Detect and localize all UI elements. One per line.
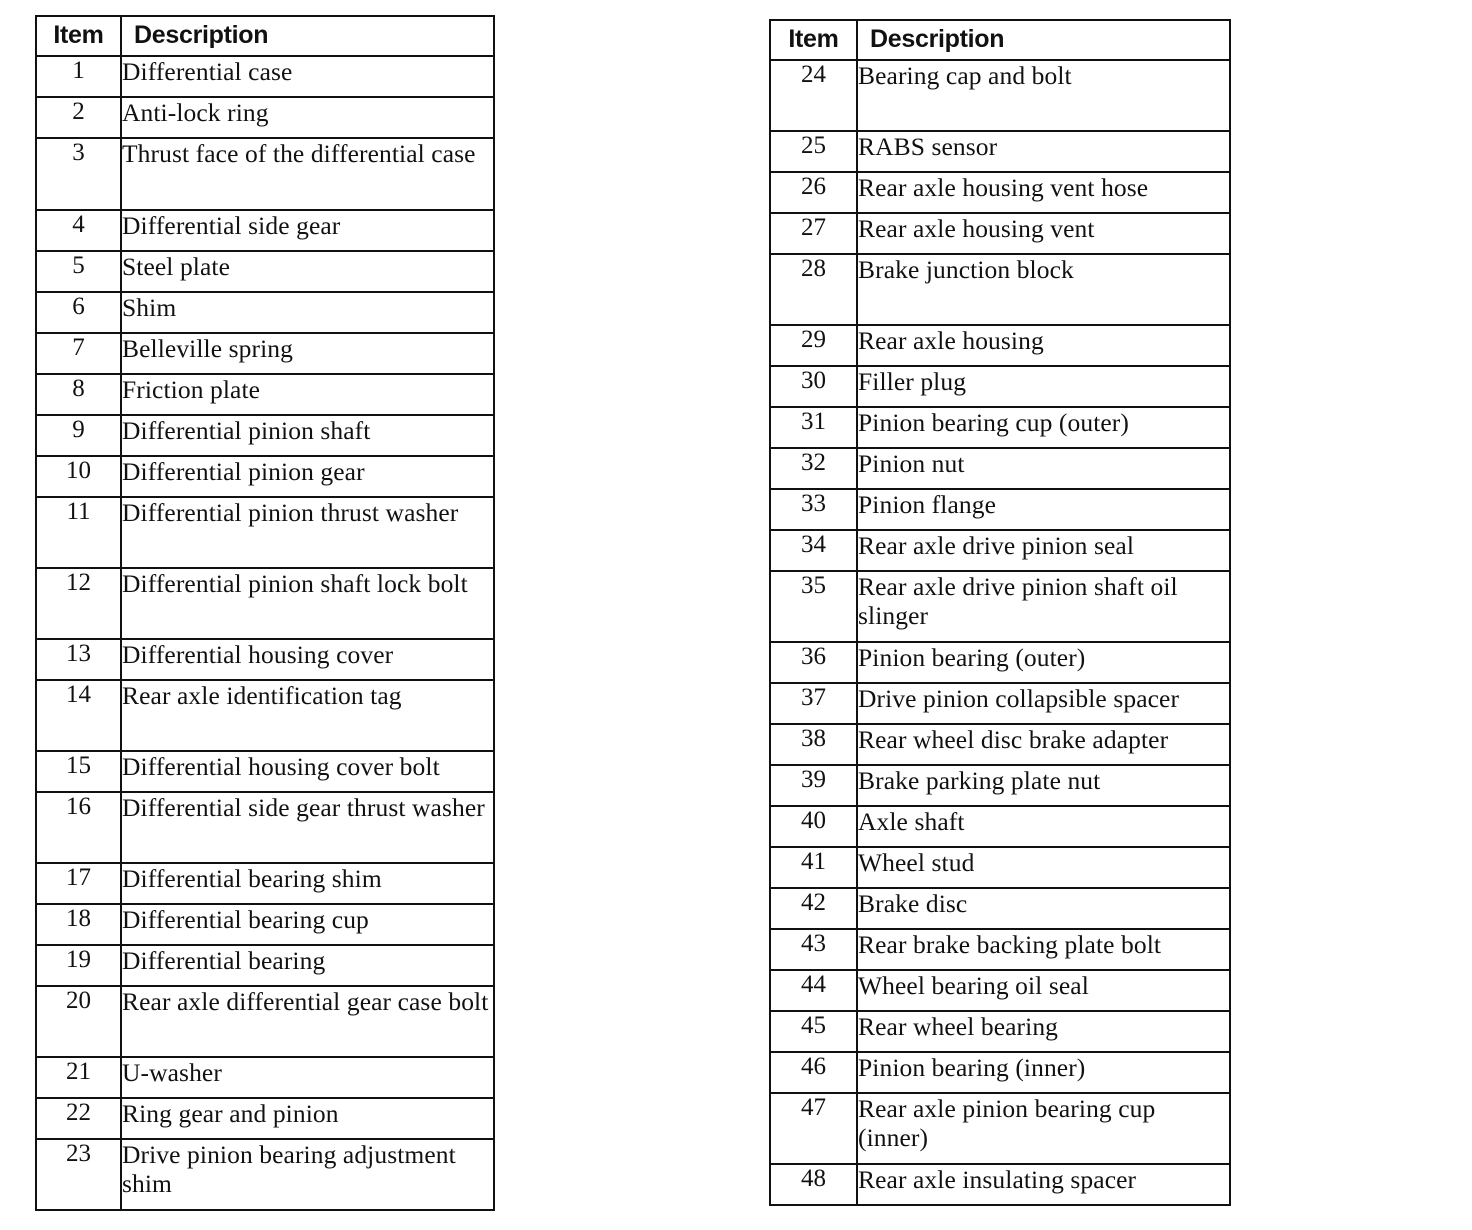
item-number: 44: [770, 970, 857, 1011]
item-description: Rear axle identification tag: [121, 680, 494, 751]
table-row: [770, 1093, 1230, 1164]
table-row: [770, 254, 1230, 325]
table-row: [36, 292, 494, 333]
table-row: [770, 1164, 1230, 1205]
table-row: [36, 1139, 494, 1210]
item-description: Differential pinion shaft lock bolt: [121, 568, 494, 639]
item-number: 37: [770, 683, 857, 724]
item-description: Differential side gear thrust washer: [121, 792, 494, 863]
item-description: Rear wheel disc brake adapter: [857, 724, 1230, 765]
item-number: 7: [36, 333, 121, 374]
item-number: 20: [36, 986, 121, 1057]
item-number: 8: [36, 374, 121, 415]
item-description: Wheel stud: [857, 847, 1230, 888]
item-number: 9: [36, 415, 121, 456]
item-number: 45: [770, 1011, 857, 1052]
item-number: 22: [36, 1098, 121, 1139]
table-row: [770, 683, 1230, 724]
table-row: [770, 1011, 1230, 1052]
item-description: Rear axle insulating spacer: [857, 1164, 1230, 1205]
table-row: [770, 530, 1230, 571]
table-row: [36, 415, 494, 456]
table-row: [770, 325, 1230, 366]
item-description: Rear axle differential gear case bolt: [121, 986, 494, 1057]
item-number: 48: [770, 1164, 857, 1205]
item-description: Differential pinion shaft: [121, 415, 494, 456]
table-row: [36, 456, 494, 497]
table-row: [36, 792, 494, 863]
item-number: 29: [770, 325, 857, 366]
item-description: Wheel bearing oil seal: [857, 970, 1230, 1011]
item-number: 13: [36, 639, 121, 680]
table-row: [36, 680, 494, 751]
table-row: [770, 888, 1230, 929]
item-description: Friction plate: [121, 374, 494, 415]
table-row: [770, 571, 1230, 642]
item-description: Differential case: [121, 56, 494, 97]
table-row: [770, 213, 1230, 254]
item-number: 1: [36, 56, 121, 97]
item-description: Brake junction block: [857, 254, 1230, 325]
item-description: Ring gear and pinion: [121, 1098, 494, 1139]
description-column-header: Description: [121, 16, 494, 56]
item-number: 25: [770, 131, 857, 172]
parts-table-right: [769, 19, 1231, 1206]
item-description: Pinion flange: [857, 489, 1230, 530]
item-number: 3: [36, 138, 121, 210]
table-row: [770, 765, 1230, 806]
table-row: [36, 1057, 494, 1098]
item-description: Pinion bearing (outer): [857, 642, 1230, 683]
table-row: [770, 724, 1230, 765]
item-description: Anti-lock ring: [121, 97, 494, 138]
item-number: 46: [770, 1052, 857, 1093]
item-description: Rear axle pinion bearing cup (inner): [857, 1093, 1230, 1164]
table-row: [770, 131, 1230, 172]
item-description: Belleville spring: [121, 333, 494, 374]
item-number: 6: [36, 292, 121, 333]
item-number: 36: [770, 642, 857, 683]
item-description: Differential bearing cup: [121, 904, 494, 945]
item-description: Bearing cap and bolt: [857, 60, 1230, 131]
item-number: 15: [36, 751, 121, 792]
item-description: Axle shaft: [857, 806, 1230, 847]
table-row: [770, 642, 1230, 683]
table-row: [36, 751, 494, 792]
item-number: 11: [36, 497, 121, 568]
table-row: [770, 847, 1230, 888]
item-description: Shim: [121, 292, 494, 333]
table-row: [36, 497, 494, 568]
item-number: 35: [770, 571, 857, 642]
table-header-row: [770, 20, 1230, 60]
item-number: 30: [770, 366, 857, 407]
table-row: [770, 929, 1230, 970]
item-description: Pinion bearing (inner): [857, 1052, 1230, 1093]
item-description: Rear axle housing: [857, 325, 1230, 366]
item-number: 31: [770, 407, 857, 448]
table-row: [36, 1098, 494, 1139]
item-number: 10: [36, 456, 121, 497]
item-description: Drive pinion collapsible spacer: [857, 683, 1230, 724]
table-row: [36, 251, 494, 292]
item-number: 39: [770, 765, 857, 806]
item-description: Rear axle drive pinion shaft oil slinger: [857, 571, 1230, 642]
item-number: 19: [36, 945, 121, 986]
table-row: [770, 407, 1230, 448]
item-description: Filler plug: [857, 366, 1230, 407]
item-description: U-washer: [121, 1057, 494, 1098]
item-number: 23: [36, 1139, 121, 1210]
table-row: [36, 904, 494, 945]
item-description: Drive pinion bearing adjustment shim: [121, 1139, 494, 1210]
table-row: [36, 374, 494, 415]
item-number: 28: [770, 254, 857, 325]
table-row: [770, 806, 1230, 847]
table-row: [36, 568, 494, 639]
item-number: 27: [770, 213, 857, 254]
item-number: 38: [770, 724, 857, 765]
table-row: [36, 56, 494, 97]
item-number: 18: [36, 904, 121, 945]
item-column-header: Item: [36, 16, 121, 56]
item-description: Differential housing cover bolt: [121, 751, 494, 792]
item-number: 5: [36, 251, 121, 292]
item-number: 34: [770, 530, 857, 571]
table-row: [770, 970, 1230, 1011]
item-description: Thrust face of the differential case: [121, 138, 494, 210]
table-row: [770, 489, 1230, 530]
table-row: [36, 333, 494, 374]
item-column-header: Item: [770, 20, 857, 60]
table-row: [36, 97, 494, 138]
item-number: 41: [770, 847, 857, 888]
table-row: [36, 945, 494, 986]
item-number: 4: [36, 210, 121, 251]
item-description: Rear brake backing plate bolt: [857, 929, 1230, 970]
item-description: Differential bearing shim: [121, 863, 494, 904]
item-description: Pinion bearing cup (outer): [857, 407, 1230, 448]
item-number: 47: [770, 1093, 857, 1164]
item-description: Steel plate: [121, 251, 494, 292]
item-description: Differential side gear: [121, 210, 494, 251]
item-description: Rear axle housing vent: [857, 213, 1230, 254]
item-description: Brake disc: [857, 888, 1230, 929]
table-row: [36, 138, 494, 210]
item-description: Brake parking plate nut: [857, 765, 1230, 806]
item-description: Rear wheel bearing: [857, 1011, 1230, 1052]
item-number: 26: [770, 172, 857, 213]
item-number: 32: [770, 448, 857, 489]
item-description: Rear axle housing vent hose: [857, 172, 1230, 213]
item-number: 12: [36, 568, 121, 639]
item-description: Differential bearing: [121, 945, 494, 986]
item-number: 16: [36, 792, 121, 863]
table-header-row: [36, 16, 494, 56]
item-number: 40: [770, 806, 857, 847]
item-description: Differential housing cover: [121, 639, 494, 680]
table-row: [770, 172, 1230, 213]
parts-table-left: [35, 15, 495, 1211]
table-row: [770, 1052, 1230, 1093]
table-row: [770, 448, 1230, 489]
table-row: [770, 60, 1230, 131]
item-description: RABS sensor: [857, 131, 1230, 172]
item-description: Differential pinion gear: [121, 456, 494, 497]
item-description: Differential pinion thrust washer: [121, 497, 494, 568]
table-row: [36, 986, 494, 1057]
item-number: 33: [770, 489, 857, 530]
item-description: Rear axle drive pinion seal: [857, 530, 1230, 571]
item-number: 2: [36, 97, 121, 138]
item-number: 17: [36, 863, 121, 904]
item-number: 24: [770, 60, 857, 131]
table-row: [36, 210, 494, 251]
table-row: [36, 863, 494, 904]
description-column-header: Description: [857, 20, 1230, 60]
item-number: 14: [36, 680, 121, 751]
item-number: 42: [770, 888, 857, 929]
item-description: Pinion nut: [857, 448, 1230, 489]
item-number: 21: [36, 1057, 121, 1098]
item-number: 43: [770, 929, 857, 970]
table-row: [36, 639, 494, 680]
table-row: [770, 366, 1230, 407]
